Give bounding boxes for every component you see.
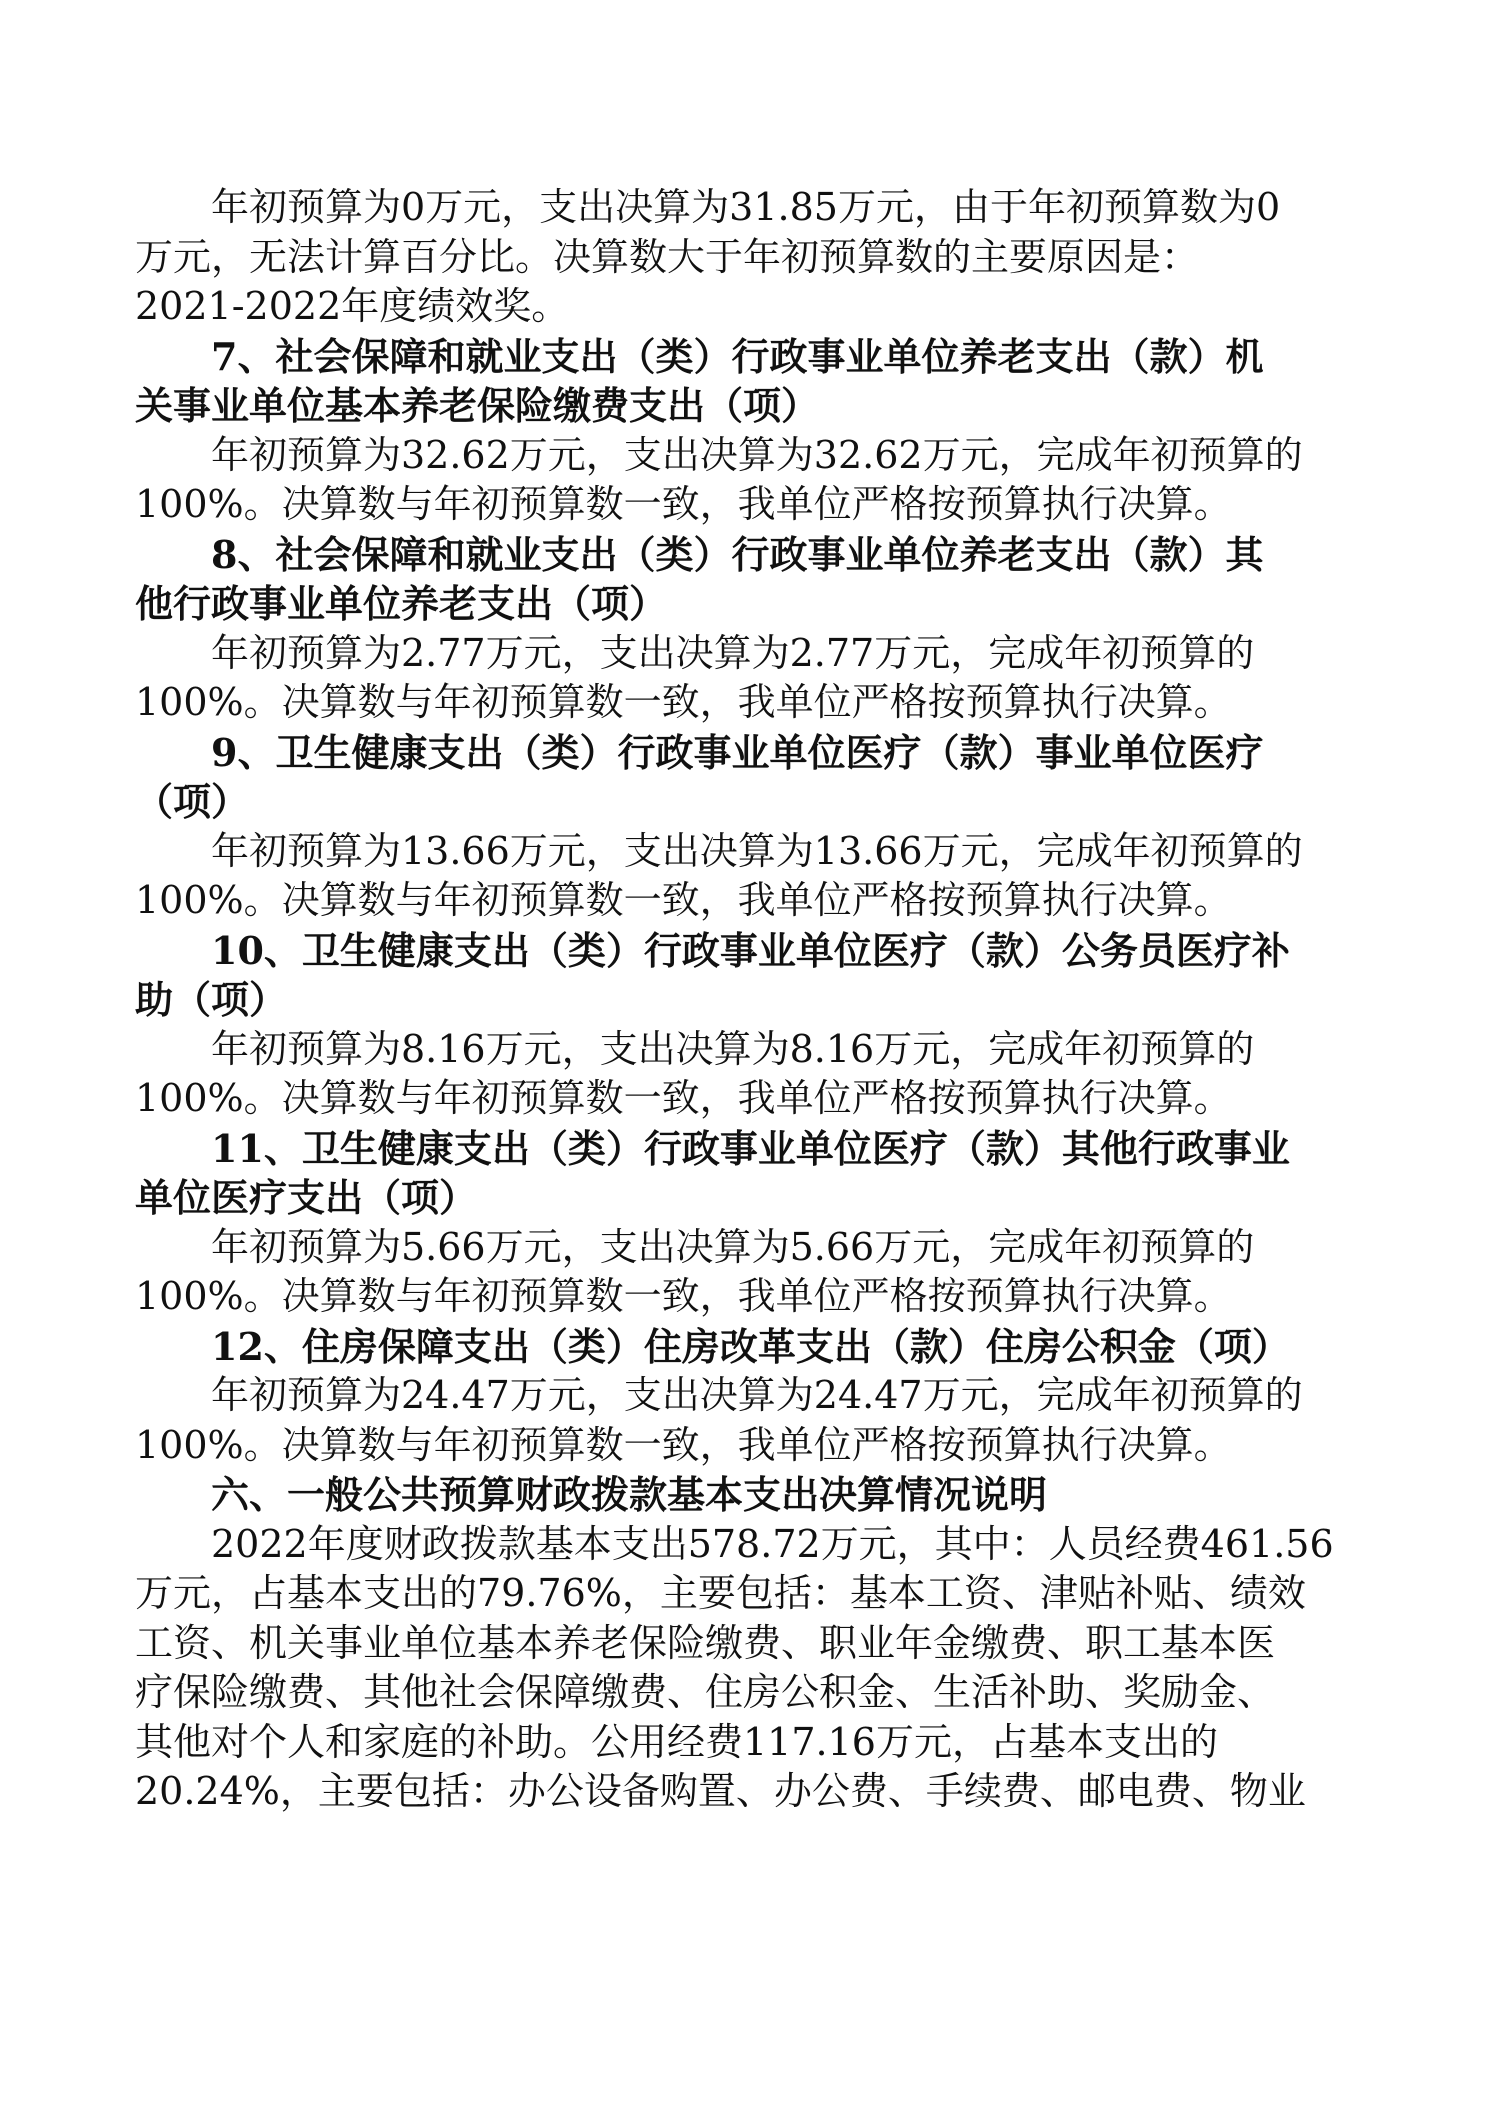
- text-line: 助（项）: [135, 977, 288, 1022]
- text-line: 2021-2022年度绩效奖。: [135, 284, 570, 328]
- text-line: 疗保险缴费、其他社会保障缴费、住房公积金、生活补助、奖励金、: [135, 1670, 1276, 1714]
- section-heading: [135, 332, 1355, 431]
- body-paragraph: [135, 1025, 1355, 1124]
- text-line: 100%。决算数与年初预算数一致，我单位严格按预算执行决算。: [135, 680, 1232, 724]
- section-heading: [135, 1124, 1355, 1223]
- document-page: [135, 183, 1355, 1817]
- section-heading: [135, 728, 1355, 827]
- text-line: 20.24%，主要包括：办公设备购置、办公费、手续费、邮电费、物业: [135, 1769, 1306, 1813]
- text-line: 2022年度财政拨款基本支出578.72万元，其中：人员经费461.56: [135, 1521, 1334, 1566]
- text-line: 关事业单位基本养老保险缴费支出（项）: [135, 383, 820, 428]
- body-paragraph: [135, 629, 1355, 728]
- text-line: 100%。决算数与年初预算数一致，我单位严格按预算执行决算。: [135, 1274, 1232, 1318]
- body-paragraph: [135, 183, 1355, 332]
- text-line: 年初预算为0万元，支出决算为31.85万元，由于年初预算数为0: [135, 185, 1281, 229]
- section-heading: [135, 926, 1355, 1025]
- text-line: 万元，无法计算百分比。决算数大于年初预算数的主要原因是：: [135, 234, 1200, 279]
- text-line: 年初预算为24.47万元，支出决算为24.47万元，完成年初预算的: [135, 1373, 1303, 1417]
- text-line: （项）: [135, 779, 250, 824]
- body-paragraph: [135, 431, 1355, 530]
- text-line: 其他对个人和家庭的补助。公用经费117.16万元，占基本支出的: [135, 1719, 1218, 1764]
- text-line: 11、卫生健康支出（类）行政事业单位医疗（款）其他行政事业: [135, 1125, 1290, 1171]
- text-line: 年初预算为32.62万元，支出决算为32.62万元，完成年初预算的: [135, 432, 1303, 477]
- text-line: 万元，占基本支出的79.76%，主要包括：基本工资、津贴补贴、绩效: [135, 1571, 1306, 1615]
- text-line: 单位医疗支出（项）: [135, 1175, 478, 1220]
- section-heading: [135, 530, 1355, 629]
- text-line: 9、卫生健康支出（类）行政事业单位医疗（款）事业单位医疗: [135, 729, 1264, 775]
- text-line: 六、一般公共预算财政拨款基本支出决算情况说明: [135, 1472, 1048, 1517]
- text-line: 年初预算为5.66万元，支出决算为5.66万元，完成年初预算的: [135, 1224, 1255, 1269]
- text-line: 100%。决算数与年初预算数一致，我单位严格按预算执行决算。: [135, 1422, 1232, 1467]
- text-line: 7、社会保障和就业支出（类）行政事业单位养老支出（款）机: [135, 333, 1264, 379]
- text-line: 年初预算为13.66万元，支出决算为13.66万元，完成年初预算的: [135, 828, 1303, 873]
- section-heading: [135, 1322, 1355, 1372]
- body-paragraph: [135, 827, 1355, 926]
- body-paragraph: [135, 1520, 1355, 1817]
- body-paragraph: [135, 1371, 1355, 1470]
- text-line: 100%。决算数与年初预算数一致，我单位严格按预算执行决算。: [135, 482, 1232, 526]
- text-line: 年初预算为2.77万元，支出决算为2.77万元，完成年初预算的: [135, 630, 1255, 675]
- text-line: 100%。决算数与年初预算数一致，我单位严格按预算执行决算。: [135, 1076, 1232, 1120]
- text-line: 10、卫生健康支出（类）行政事业单位医疗（款）公务员医疗补: [135, 927, 1290, 973]
- text-line: 100%。决算数与年初预算数一致，我单位严格按预算执行决算。: [135, 878, 1232, 922]
- text-line: 8、社会保障和就业支出（类）行政事业单位养老支出（款）其: [135, 531, 1264, 577]
- text-line: 年初预算为8.16万元，支出决算为8.16万元，完成年初预算的: [135, 1026, 1255, 1071]
- body-paragraph: [135, 1223, 1355, 1322]
- text-line: 12、住房保障支出（类）住房改革支出（款）住房公积金（项）: [135, 1323, 1290, 1369]
- text-line: 工资、机关事业单位基本养老保险缴费、职业年金缴费、职工基本医: [135, 1620, 1276, 1665]
- text-line: 他行政事业单位养老支出（项）: [135, 581, 668, 626]
- section-heading: [135, 1470, 1355, 1520]
